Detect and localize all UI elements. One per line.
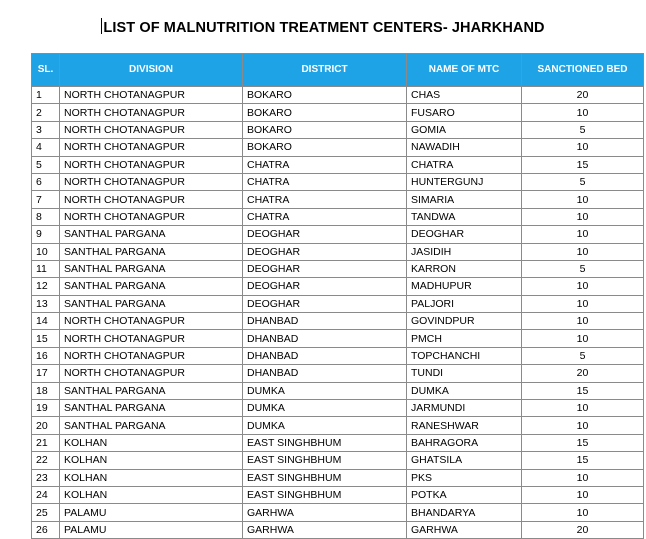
cell-division: NORTH CHOTANAGPUR xyxy=(60,121,243,138)
cell-mtc-name: GOMIA xyxy=(407,121,522,138)
cell-division: NORTH CHOTANAGPUR xyxy=(60,313,243,330)
cell-division: NORTH CHOTANAGPUR xyxy=(60,156,243,173)
cell-sanctioned-bed: 10 xyxy=(522,417,644,434)
cell-district: CHATRA xyxy=(243,156,407,173)
cell-sl: 12 xyxy=(32,278,60,295)
cell-sanctioned-bed: 10 xyxy=(522,226,644,243)
table-row xyxy=(32,139,644,156)
cell-district: CHATRA xyxy=(243,208,407,225)
cell-district: DHANBAD xyxy=(243,365,407,382)
cell-district: EAST SINGHBHUM xyxy=(243,434,407,451)
cell-division: SANTHAL PARGANA xyxy=(60,417,243,434)
cell-division: KOLHAN xyxy=(60,434,243,451)
cell-sl: 17 xyxy=(32,365,60,382)
cell-sl: 21 xyxy=(32,434,60,451)
table-row xyxy=(32,382,644,399)
cell-sl: 1 xyxy=(32,87,60,104)
cell-mtc-name: JASIDIH xyxy=(407,243,522,260)
cell-division: SANTHAL PARGANA xyxy=(60,243,243,260)
table-row xyxy=(32,278,644,295)
page-title-text: LIST OF MALNUTRITION TREATMENT CENTERS- JHARKHAND xyxy=(103,20,545,36)
cell-district: DEOGHAR xyxy=(243,278,407,295)
mtc-table xyxy=(31,53,644,539)
cell-sanctioned-bed: 10 xyxy=(522,504,644,521)
table-body xyxy=(32,87,644,539)
cell-district: DEOGHAR xyxy=(243,226,407,243)
cell-sanctioned-bed: 10 xyxy=(522,469,644,486)
cell-sanctioned-bed: 15 xyxy=(522,156,644,173)
table-row xyxy=(32,295,644,312)
table-row xyxy=(32,417,644,434)
cell-sl: 16 xyxy=(32,347,60,364)
table-row xyxy=(32,191,644,208)
cell-division: NORTH CHOTANAGPUR xyxy=(60,208,243,225)
table-row xyxy=(32,173,644,190)
table-header xyxy=(32,54,644,87)
table-row xyxy=(32,434,644,451)
cell-mtc-name: RANESHWAR xyxy=(407,417,522,434)
cell-sanctioned-bed: 5 xyxy=(522,347,644,364)
cell-sanctioned-bed: 15 xyxy=(522,452,644,469)
cell-sanctioned-bed: 5 xyxy=(522,173,644,190)
cell-division: PALAMU xyxy=(60,504,243,521)
cell-district: DHANBAD xyxy=(243,347,407,364)
cell-sanctioned-bed: 10 xyxy=(522,243,644,260)
cell-sanctioned-bed: 10 xyxy=(522,313,644,330)
col-header-sl: SL. xyxy=(32,54,60,87)
col-header-division: DIVISION xyxy=(60,54,243,87)
cell-sl: 10 xyxy=(32,243,60,260)
table-row xyxy=(32,243,644,260)
cell-division: SANTHAL PARGANA xyxy=(60,278,243,295)
cell-district: DUMKA xyxy=(243,382,407,399)
cell-division: SANTHAL PARGANA xyxy=(60,382,243,399)
cell-mtc-name: NAWADIH xyxy=(407,139,522,156)
cell-district: GARHWA xyxy=(243,521,407,538)
header-row xyxy=(32,54,644,87)
cell-sanctioned-bed: 10 xyxy=(522,486,644,503)
cell-sanctioned-bed: 5 xyxy=(522,121,644,138)
cell-district: EAST SINGHBHUM xyxy=(243,452,407,469)
cell-division: NORTH CHOTANAGPUR xyxy=(60,330,243,347)
cell-division: SANTHAL PARGANA xyxy=(60,295,243,312)
cell-mtc-name: SIMARIA xyxy=(407,191,522,208)
cell-mtc-name: DUMKA xyxy=(407,382,522,399)
cell-district: BOKARO xyxy=(243,104,407,121)
cell-sanctioned-bed: 20 xyxy=(522,365,644,382)
table-row xyxy=(32,208,644,225)
cell-mtc-name: BHANDARYA xyxy=(407,504,522,521)
cell-district: DHANBAD xyxy=(243,313,407,330)
cell-mtc-name: DEOGHAR xyxy=(407,226,522,243)
cell-sl: 18 xyxy=(32,382,60,399)
cell-sanctioned-bed: 10 xyxy=(522,191,644,208)
table-row xyxy=(32,156,644,173)
cell-division: SANTHAL PARGANA xyxy=(60,226,243,243)
cell-sl: 24 xyxy=(32,486,60,503)
cell-mtc-name: BAHRAGORA xyxy=(407,434,522,451)
table-row xyxy=(32,226,644,243)
table-row xyxy=(32,121,644,138)
cell-sl: 19 xyxy=(32,400,60,417)
cell-district: BOKARO xyxy=(243,139,407,156)
cell-mtc-name: GOVINDPUR xyxy=(407,313,522,330)
cell-mtc-name: GHATSILA xyxy=(407,452,522,469)
cell-district: DEOGHAR xyxy=(243,243,407,260)
col-header-mtc: NAME OF MTC xyxy=(407,54,522,87)
cell-sanctioned-bed: 10 xyxy=(522,400,644,417)
cell-division: NORTH CHOTANAGPUR xyxy=(60,191,243,208)
cell-sl: 25 xyxy=(32,504,60,521)
cell-mtc-name: GARHWA xyxy=(407,521,522,538)
table-row xyxy=(32,504,644,521)
cell-sl: 15 xyxy=(32,330,60,347)
cell-district: BOKARO xyxy=(243,87,407,104)
cell-sanctioned-bed: 15 xyxy=(522,434,644,451)
cell-sl: 13 xyxy=(32,295,60,312)
cell-sanctioned-bed: 20 xyxy=(522,521,644,538)
cell-sanctioned-bed: 20 xyxy=(522,87,644,104)
cell-sanctioned-bed: 10 xyxy=(522,295,644,312)
cell-sl: 9 xyxy=(32,226,60,243)
cell-sanctioned-bed: 10 xyxy=(522,104,644,121)
cell-sanctioned-bed: 10 xyxy=(522,330,644,347)
cell-mtc-name: MADHUPUR xyxy=(407,278,522,295)
cell-division: NORTH CHOTANAGPUR xyxy=(60,87,243,104)
cell-mtc-name: HUNTERGUNJ xyxy=(407,173,522,190)
cell-division: KOLHAN xyxy=(60,486,243,503)
table-row xyxy=(32,260,644,277)
cell-district: DUMKA xyxy=(243,400,407,417)
cell-district: CHATRA xyxy=(243,173,407,190)
cell-district: EAST SINGHBHUM xyxy=(243,486,407,503)
cell-mtc-name: CHATRA xyxy=(407,156,522,173)
cell-sl: 3 xyxy=(32,121,60,138)
table-row xyxy=(32,330,644,347)
cell-sanctioned-bed: 10 xyxy=(522,139,644,156)
cell-sanctioned-bed: 10 xyxy=(522,278,644,295)
table-row xyxy=(32,469,644,486)
cell-district: CHATRA xyxy=(243,191,407,208)
cell-sl: 20 xyxy=(32,417,60,434)
cell-division: PALAMU xyxy=(60,521,243,538)
table-row xyxy=(32,521,644,538)
col-header-bed: SANCTIONED BED xyxy=(522,54,644,87)
cell-district: DEOGHAR xyxy=(243,295,407,312)
cell-sl: 11 xyxy=(32,260,60,277)
cell-sanctioned-bed: 15 xyxy=(522,382,644,399)
table-row xyxy=(32,452,644,469)
cell-sanctioned-bed: 5 xyxy=(522,260,644,277)
table-row xyxy=(32,400,644,417)
cell-sl: 23 xyxy=(32,469,60,486)
cell-district: EAST SINGHBHUM xyxy=(243,469,407,486)
cell-sl: 8 xyxy=(32,208,60,225)
page-title xyxy=(0,18,646,36)
cell-sl: 5 xyxy=(32,156,60,173)
cell-district: DEOGHAR xyxy=(243,260,407,277)
cell-district: GARHWA xyxy=(243,504,407,521)
cell-division: NORTH CHOTANAGPUR xyxy=(60,139,243,156)
table-row xyxy=(32,365,644,382)
cell-mtc-name: PKS xyxy=(407,469,522,486)
cell-mtc-name: POTKA xyxy=(407,486,522,503)
cell-district: DHANBAD xyxy=(243,330,407,347)
cell-division: KOLHAN xyxy=(60,452,243,469)
cell-district: BOKARO xyxy=(243,121,407,138)
table-row xyxy=(32,87,644,104)
cell-division: NORTH CHOTANAGPUR xyxy=(60,173,243,190)
cell-mtc-name: TOPCHANCHI xyxy=(407,347,522,364)
cell-mtc-name: CHAS xyxy=(407,87,522,104)
cell-division: NORTH CHOTANAGPUR xyxy=(60,104,243,121)
cell-mtc-name: KARRON xyxy=(407,260,522,277)
cell-sl: 7 xyxy=(32,191,60,208)
cell-mtc-name: FUSARO xyxy=(407,104,522,121)
cell-division: KOLHAN xyxy=(60,469,243,486)
cell-sl: 4 xyxy=(32,139,60,156)
table-row xyxy=(32,313,644,330)
cell-mtc-name: TANDWA xyxy=(407,208,522,225)
table-row xyxy=(32,486,644,503)
cell-mtc-name: PMCH xyxy=(407,330,522,347)
cell-mtc-name: TUNDI xyxy=(407,365,522,382)
cell-mtc-name: JARMUNDI xyxy=(407,400,522,417)
cell-district: DUMKA xyxy=(243,417,407,434)
cell-division: NORTH CHOTANAGPUR xyxy=(60,365,243,382)
cell-sl: 6 xyxy=(32,173,60,190)
table-row xyxy=(32,347,644,364)
cell-sl: 2 xyxy=(32,104,60,121)
cell-sl: 14 xyxy=(32,313,60,330)
cell-division: NORTH CHOTANAGPUR xyxy=(60,347,243,364)
col-header-district: DISTRICT xyxy=(243,54,407,87)
cell-sl: 22 xyxy=(32,452,60,469)
cell-division: SANTHAL PARGANA xyxy=(60,260,243,277)
cell-sanctioned-bed: 10 xyxy=(522,208,644,225)
cell-mtc-name: PALJORI xyxy=(407,295,522,312)
cell-division: SANTHAL PARGANA xyxy=(60,400,243,417)
table-row xyxy=(32,104,644,121)
cell-sl: 26 xyxy=(32,521,60,538)
